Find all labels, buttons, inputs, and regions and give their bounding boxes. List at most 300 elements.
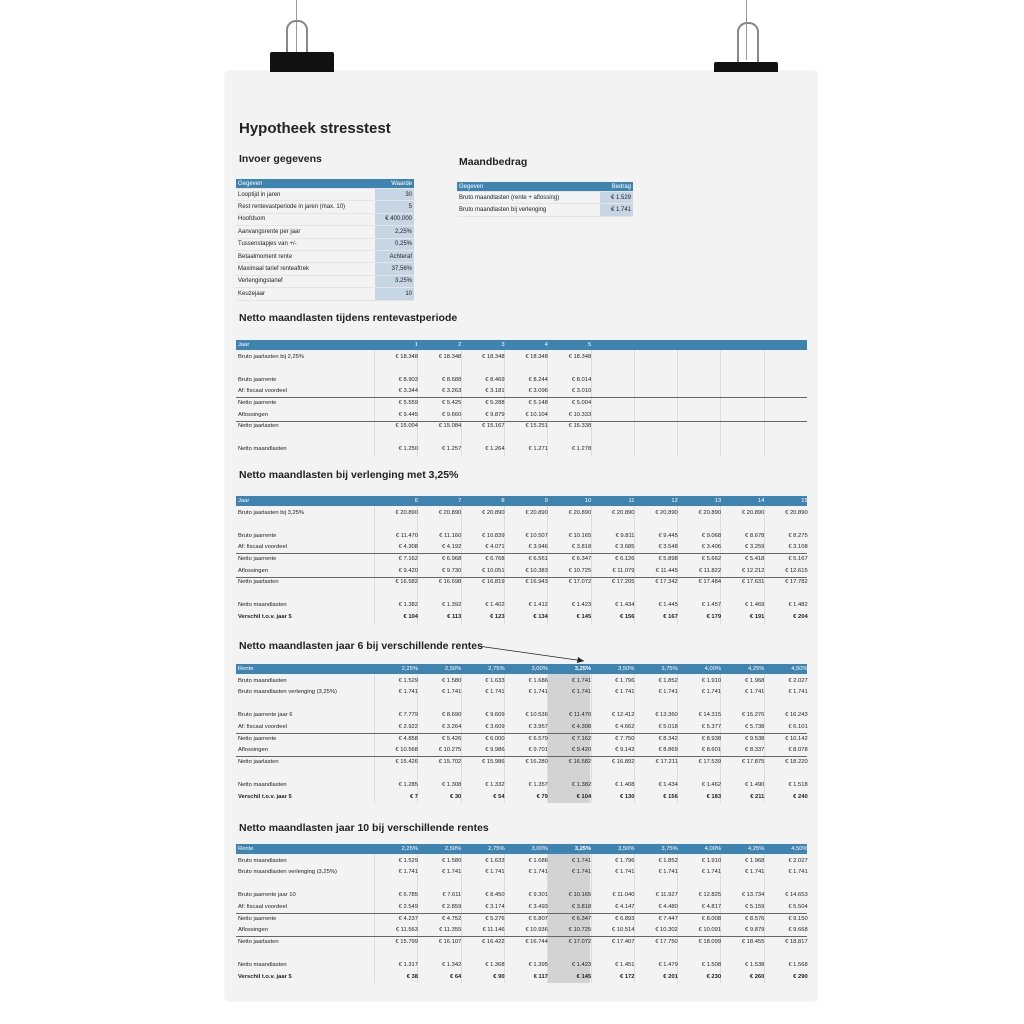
table2-cell: € 6.126 xyxy=(615,556,635,562)
table4-header-cell: 4,50% xyxy=(791,846,808,852)
table4-row-label: Bruto maandlasten verlenging (3,25%) xyxy=(238,869,337,876)
inputs-row-value: Achteraf xyxy=(375,250,414,262)
table3-cell: € 30 xyxy=(450,793,462,800)
table3-cell: € 9.701 xyxy=(528,747,548,754)
table2-row-label: Netto maandlasten xyxy=(238,602,287,609)
table2-cell: € 7.162 xyxy=(398,556,418,562)
table3-cell: € 1.741 xyxy=(788,689,808,696)
table4-header-cell: 3,50% xyxy=(618,846,635,852)
inputs-row-value: 2,25% xyxy=(375,226,414,238)
table4-cell: € 11.146 xyxy=(482,927,505,934)
table1-row-label: Netto jaarrente xyxy=(238,400,277,406)
table4-cell: € 5.807 xyxy=(528,915,548,922)
table2-row-label: Netto jaarrente xyxy=(238,556,277,562)
table4-cell: € 15.799 xyxy=(395,938,418,945)
page-title: Hypotheek stresstest xyxy=(239,120,391,137)
table3-header-cell: 2,25% xyxy=(401,666,418,672)
table2-cell: € 1.469 xyxy=(745,602,765,609)
table3-cell: € 7.779 xyxy=(398,712,418,719)
table3-header-cell: 3,50% xyxy=(618,666,635,672)
table3-cell: € 13.360 xyxy=(655,712,678,719)
table3-cell: € 104 xyxy=(576,793,592,800)
inputs-header-value: Waarde xyxy=(375,179,414,189)
table1-cell: € 15.167 xyxy=(482,423,505,430)
table4-cell: € 145 xyxy=(576,973,592,980)
table3-cell: € 1.382 xyxy=(571,782,592,788)
table4-cell: € 1.508 xyxy=(701,962,722,968)
table3-cell: € 9.420 xyxy=(571,747,592,754)
inputs-row-label: Hoofdsom xyxy=(236,213,375,225)
table3-cell: € 7.162 xyxy=(571,735,592,742)
table3-cell: € 6.579 xyxy=(528,735,548,742)
table3-row-label: Bruto maandlasten verlenging (3,25%) xyxy=(238,689,337,696)
table3-cell: € 1.741 xyxy=(441,689,462,696)
table4-cell: € 9.668 xyxy=(788,927,808,934)
table1-cell: € 8.688 xyxy=(441,376,462,383)
table1-cell: € 10.104 xyxy=(525,411,548,418)
table3-cell: € 1.741 xyxy=(571,677,592,684)
table3-cell: € 1.633 xyxy=(485,677,505,684)
table4-cell: € 13.734 xyxy=(741,892,765,899)
table1-header-cell: 2 xyxy=(458,342,462,348)
table3-cell: € 15.986 xyxy=(482,758,505,765)
table2-cell: € 6.768 xyxy=(485,556,505,562)
table3-cell: € 1.408 xyxy=(615,782,635,788)
table2-cell: € 3.259 xyxy=(745,544,765,551)
table3-cell: € 1.741 xyxy=(615,689,635,696)
inputs-header-label: Gegeven xyxy=(236,179,375,189)
table1-cell: € 5.559 xyxy=(398,400,418,406)
table2-cell: € 3.406 xyxy=(701,544,722,551)
table1-cell: € 10.333 xyxy=(568,411,592,418)
monthly-heading: Maandbedrag xyxy=(459,156,528,168)
table4-cell: € 1.368 xyxy=(485,962,505,968)
table4-cell: € 7.447 xyxy=(658,915,678,922)
table4-cell: € 1.910 xyxy=(701,857,722,864)
table4-cell: € 1.568 xyxy=(788,962,808,968)
table2-cell: € 1.434 xyxy=(615,602,635,609)
table4-cell: € 1.741 xyxy=(485,869,505,876)
table4-row-label: Aflossingen xyxy=(238,927,268,934)
table3-row-label: Bruto maandlasten xyxy=(238,677,287,684)
table3-cell: € 1.741 xyxy=(485,689,505,696)
table2-header-cell: 7 xyxy=(458,498,462,504)
table4-header-cell: 3,25% xyxy=(574,846,592,852)
table4-row-label: Netto jaarrente xyxy=(238,915,277,922)
table4-cell: € 16.744 xyxy=(525,938,548,945)
table2-cell: € 16.819 xyxy=(482,579,505,586)
table4-cell: € 1.741 xyxy=(788,869,808,876)
table2-header-cell: 13 xyxy=(714,498,722,504)
table2-cell: € 11.470 xyxy=(395,532,418,539)
table1-cell: € 9.660 xyxy=(441,411,462,418)
table3-cell: € 17.539 xyxy=(698,758,722,765)
table4-cell: € 10.725 xyxy=(568,927,592,934)
table2-cell: € 20.890 xyxy=(438,509,462,516)
table3-cell: € 1.490 xyxy=(745,782,765,788)
table3-cell: € 54 xyxy=(493,793,505,800)
table2-cell: € 10.839 xyxy=(482,532,505,539)
table4-cell: € 6.347 xyxy=(571,915,592,922)
monthly-header-value: Bedrag xyxy=(600,182,633,192)
inputs-row-label: Maximaal tarief renteaftrek xyxy=(236,263,375,275)
table4-cell: € 17.407 xyxy=(611,938,635,945)
table4-cell: € 18.817 xyxy=(785,938,808,945)
table2-cell: € 9.445 xyxy=(658,532,678,539)
table4-cell: € 1.741 xyxy=(398,869,418,876)
table2-header-cell: 6 xyxy=(414,498,418,504)
table4-cell: € 11.927 xyxy=(655,892,678,899)
table3-row-label: Netto maandlasten xyxy=(238,782,287,788)
table2-cell: € 4.308 xyxy=(398,544,418,551)
table4-cell: € 14.653 xyxy=(785,892,808,899)
table3-row-label: Bruto jaarrente jaar 6 xyxy=(238,712,293,719)
table2-cell: € 11.822 xyxy=(698,567,722,574)
table3-header-cell: 2,50% xyxy=(444,666,462,672)
table3-header-cell: 3,25% xyxy=(574,666,592,672)
table4-cell: € 1.342 xyxy=(441,962,462,968)
table4-cell: € 1.633 xyxy=(485,857,505,864)
table4-cell: € 1.529 xyxy=(398,857,418,864)
table3-cell: € 8.869 xyxy=(658,747,678,754)
table2-header-label: Jaar xyxy=(238,498,250,504)
table2-cell: € 104 xyxy=(403,614,418,620)
inputs-row-label: Rest rentevastperiode in jaren (max. 10) xyxy=(236,201,375,213)
table3-header-cell: 4,50% xyxy=(791,666,808,672)
inputs-row-label: Looptijd in jaren xyxy=(236,189,375,201)
table3-title: Netto maandlasten jaar 6 bij verschillende rentes xyxy=(239,640,483,652)
table1-cell: € 5.425 xyxy=(441,400,462,406)
table3-cell: € 1.741 xyxy=(701,689,722,696)
table2-row-label: Af: fiscaal voordeel xyxy=(238,544,287,551)
table4-cell: € 5.504 xyxy=(788,904,808,910)
table2-row-label: Verschil t.o.v. jaar 5 xyxy=(238,614,292,620)
table4-cell: € 1.796 xyxy=(615,857,635,864)
table2-cell: € 20.890 xyxy=(482,509,505,516)
table4-cell: € 1.580 xyxy=(441,857,462,864)
table2-cell: € 17.342 xyxy=(655,579,678,586)
table3-cell: € 1.741 xyxy=(398,689,418,696)
table4-header-cell: 3,00% xyxy=(531,846,548,852)
table2-cell: € 10.165 xyxy=(568,532,592,539)
table4-cell: € 1.317 xyxy=(398,962,418,968)
table4-cell: € 3.818 xyxy=(571,904,592,910)
table4-cell: € 6.785 xyxy=(398,892,418,899)
inputs-row-value: 0,25% xyxy=(375,238,414,250)
table4-cell: € 38 xyxy=(406,973,418,980)
table2-cell: € 6.561 xyxy=(528,556,548,562)
table4-header-cell: 3,75% xyxy=(661,846,678,852)
monthly-row-value: € 1.741 xyxy=(600,204,633,216)
table2-cell: € 1.382 xyxy=(398,602,418,609)
table1-cell: € 5.288 xyxy=(485,400,505,406)
table2-cell: € 17.631 xyxy=(741,579,765,586)
table3-cell: € 5.377 xyxy=(701,724,722,730)
monthly-row-value: € 1.529 xyxy=(600,192,633,204)
table3-cell: € 183 xyxy=(706,793,722,800)
table1-cell: € 15.251 xyxy=(525,423,548,430)
table1-cell: € 5.148 xyxy=(528,400,548,406)
table4-cell: € 17.750 xyxy=(655,938,678,945)
table2-cell: € 204 xyxy=(793,614,808,620)
table1-cell: € 1.264 xyxy=(485,446,505,453)
table3-cell: € 1.357 xyxy=(528,782,548,788)
table2-cell: € 20.890 xyxy=(395,509,418,516)
table4-cell: € 172 xyxy=(619,973,635,980)
table3-cell: € 1.968 xyxy=(745,677,765,684)
table4-cell: € 1.741 xyxy=(528,869,548,876)
table4-cell: € 18.455 xyxy=(741,938,765,945)
table2-cell: € 17.205 xyxy=(611,579,635,586)
table4-row-label: Bruto maandlasten xyxy=(238,857,287,864)
table2-cell: € 20.890 xyxy=(568,509,592,516)
table1-title: Netto maandlasten tijdens rentevastperiode xyxy=(239,312,458,324)
table4-cell: € 5.276 xyxy=(485,915,505,922)
table2-cell: € 156 xyxy=(619,614,635,620)
table2-cell: € 1.457 xyxy=(701,602,722,609)
inputs-row-value: € 400.000 xyxy=(375,213,414,225)
table3-cell: € 240 xyxy=(793,793,808,800)
table3-cell: € 1.741 xyxy=(745,689,765,696)
table3-cell: € 17.211 xyxy=(655,758,678,765)
table2-cell: € 20.890 xyxy=(611,509,635,516)
table1-cell: € 15.084 xyxy=(438,423,462,430)
table3-cell: € 1.686 xyxy=(528,677,548,684)
table2-header-cell: 10 xyxy=(584,498,592,504)
table4-cell: € 10.514 xyxy=(611,927,635,934)
table4-cell: € 1.479 xyxy=(658,962,678,968)
table4-cell: € 10.165 xyxy=(568,892,592,899)
input-heading: Invoer gegevens xyxy=(239,153,322,165)
table2-cell: € 3.685 xyxy=(615,544,635,551)
table2-cell: € 8.678 xyxy=(745,532,765,539)
table2-cell: € 3.818 xyxy=(571,544,592,551)
table4-row-label: Af: fiscaal voordeel xyxy=(238,904,287,910)
table1-cell: € 3.010 xyxy=(571,388,592,395)
table3-cell: € 9.986 xyxy=(485,747,505,754)
table1-header-cell: 1 xyxy=(414,342,418,348)
table4-cell: € 1.395 xyxy=(528,962,548,968)
table4-cell: € 1.741 xyxy=(701,869,722,876)
table2-cell: € 6.968 xyxy=(441,556,462,562)
table3-cell: € 14.315 xyxy=(698,712,722,719)
table2-cell: € 123 xyxy=(490,614,505,620)
table2-cell: € 10.725 xyxy=(568,567,592,574)
table3-row-label: Netto jaarrente xyxy=(238,735,277,742)
table3-cell: € 9.142 xyxy=(615,747,635,754)
table1-cell: € 8.244 xyxy=(528,376,548,383)
table2-cell: € 20.890 xyxy=(525,509,548,516)
table4-cell: € 201 xyxy=(663,973,678,980)
table2-cell: € 5.898 xyxy=(658,556,678,562)
table2-cell: € 6.347 xyxy=(571,556,592,562)
table4-cell: € 8.576 xyxy=(745,915,765,922)
table2-cell: € 1.392 xyxy=(441,602,462,609)
table2-cell: € 16.943 xyxy=(525,579,548,586)
table4-cell: € 4.237 xyxy=(398,915,418,922)
table4-cell: € 1.741 xyxy=(745,869,765,876)
table3-cell: € 7.750 xyxy=(615,735,635,742)
table4-cell: € 3.174 xyxy=(485,904,505,910)
table1-cell: € 18.348 xyxy=(568,353,592,360)
table2-cell: € 8.275 xyxy=(788,532,808,539)
table4-cell: € 290 xyxy=(793,973,808,980)
inputs-row-value: 5 xyxy=(375,201,414,213)
table4-cell: € 11.355 xyxy=(439,927,462,934)
table3-cell: € 16.280 xyxy=(525,758,548,765)
table3-cell: € 1.434 xyxy=(658,782,678,788)
table2-cell: € 20.890 xyxy=(698,509,722,516)
table4-header-cell: 2,50% xyxy=(444,846,462,852)
table2-cell: € 3.946 xyxy=(528,544,548,551)
table1-cell: € 18.348 xyxy=(438,353,462,360)
table3-cell: € 4.858 xyxy=(398,735,418,742)
table4-row-label: Verschil t.o.v. jaar 5 xyxy=(238,973,292,980)
inputs-row-label: Keuzejaar xyxy=(236,288,375,300)
table3-row-label: Aflossingen xyxy=(238,747,268,754)
table1-cell: € 3.096 xyxy=(528,388,548,395)
table4-cell: € 260 xyxy=(749,973,765,980)
table2-cell: € 3.548 xyxy=(658,544,678,551)
table3-cell: € 6.101 xyxy=(788,724,808,730)
table4-cell: € 4.817 xyxy=(701,904,722,910)
table4-header-cell: 2,25% xyxy=(401,846,418,852)
table4-cell: € 1.741 xyxy=(571,857,592,864)
table4-cell: € 3.493 xyxy=(528,904,548,910)
table2-cell: € 9.068 xyxy=(701,532,722,539)
table2-cell: € 113 xyxy=(447,614,462,620)
table3-cell: € 16.582 xyxy=(568,758,592,765)
table1-cell: € 5.004 xyxy=(571,400,592,406)
table1-cell: € 15.338 xyxy=(568,423,592,430)
table2-cell: € 11.079 xyxy=(612,567,635,574)
table2-cell: € 191 xyxy=(749,614,765,620)
table3-cell: € 3.264 xyxy=(441,724,462,730)
table2-cell: € 20.890 xyxy=(741,509,765,516)
table2-cell: € 9.811 xyxy=(615,532,635,539)
table1-row-label: Netto maandlasten xyxy=(238,446,287,453)
table1-header-cell: 3 xyxy=(501,342,505,348)
table1-cell: € 18.348 xyxy=(395,353,418,360)
table3-cell: € 10.536 xyxy=(525,712,548,719)
table2-cell: € 1.402 xyxy=(485,602,505,609)
table4-cell: € 1.968 xyxy=(745,857,765,864)
table3-header-cell: 3,75% xyxy=(661,666,678,672)
table4-cell: € 4.480 xyxy=(658,904,678,910)
table3-cell: € 12.412 xyxy=(611,712,635,719)
table2-cell: € 4.071 xyxy=(485,544,505,551)
table2-cell: € 4.192 xyxy=(441,544,462,551)
table3-cell: € 5.018 xyxy=(658,724,678,730)
table4-cell: € 230 xyxy=(706,973,722,980)
table3-cell: € 18.220 xyxy=(785,758,808,765)
table3-cell: € 211 xyxy=(750,793,765,800)
table4-cell: € 9.301 xyxy=(528,892,548,899)
table4-cell: € 16.107 xyxy=(438,938,462,945)
table3-cell: € 1.285 xyxy=(398,782,418,788)
table2-cell: € 145 xyxy=(576,614,592,620)
table4-cell: € 1.741 xyxy=(441,869,462,876)
table4-cell: € 2.027 xyxy=(788,857,808,864)
table1-cell: € 9.879 xyxy=(485,411,505,418)
table4-cell: € 8.450 xyxy=(485,892,505,899)
table4-cell: € 9.879 xyxy=(745,927,765,934)
table4-cell: € 10.936 xyxy=(525,927,548,934)
table1-row-label: Netto jaarlasten xyxy=(238,423,279,430)
table1-row-label: Aflossingen xyxy=(238,411,268,418)
table3-cell: € 5.426 xyxy=(441,735,462,742)
table1-cell: € 8.469 xyxy=(485,376,505,383)
table3-cell: € 1.741 xyxy=(528,689,548,696)
table4-cell: € 10.091 xyxy=(698,927,722,934)
table3-cell: € 5.738 xyxy=(745,724,765,730)
table4-cell: € 8.008 xyxy=(701,915,722,922)
table2-cell: € 16.698 xyxy=(438,579,462,586)
table3-cell: € 4.662 xyxy=(615,724,635,730)
table3-cell: € 10.568 xyxy=(395,747,418,754)
table1-cell: € 15.004 xyxy=(395,423,418,430)
table4-cell: € 12.825 xyxy=(698,892,722,899)
table3-row-label: Netto jaarlasten xyxy=(238,758,279,765)
table1-cell: € 9.445 xyxy=(398,411,418,418)
table3-header-cell: 2,75% xyxy=(488,666,505,672)
table3-cell: € 9.609 xyxy=(485,712,505,719)
table4-cell: € 2.859 xyxy=(441,904,462,910)
table3-cell: € 1.529 xyxy=(398,677,418,684)
table2-cell: € 167 xyxy=(663,614,678,620)
table2-cell: € 1.482 xyxy=(788,602,808,609)
table2-cell: € 1.423 xyxy=(571,602,592,609)
table4-cell: € 64 xyxy=(450,973,462,980)
table4-cell: € 5.159 xyxy=(745,904,765,910)
table2-title: Netto maandlasten bij verlenging met 3,25% xyxy=(239,469,459,481)
table4-cell: € 1.423 xyxy=(571,962,592,968)
table4-cell: € 4.147 xyxy=(615,904,635,910)
inputs-row-value: 10 xyxy=(375,288,414,300)
table3-cell: € 9.538 xyxy=(745,735,765,742)
table3-header-cell: 4,00% xyxy=(704,666,722,672)
table2-cell: € 12.615 xyxy=(785,567,808,574)
table3-cell: € 7 xyxy=(409,793,418,800)
table2-row-label: Bruto jaarlasten bij 3,25% xyxy=(238,509,305,516)
table3-header-cell: 4,25% xyxy=(747,666,765,672)
table3-cell: € 1.910 xyxy=(701,677,722,684)
table1-row-label: Af: fiscaal voordeel xyxy=(238,388,287,395)
table4-cell: € 16.422 xyxy=(482,938,505,945)
table3-header-label: Rente xyxy=(238,666,254,672)
table2-header-cell: 12 xyxy=(671,498,678,504)
table2-cell: € 179 xyxy=(706,614,722,620)
table3-cell: € 156 xyxy=(663,793,678,800)
table4-row-label: Netto jaarlasten xyxy=(238,938,279,945)
table2-cell: € 5.662 xyxy=(701,556,722,562)
table2-cell: € 9.730 xyxy=(441,567,462,574)
table4-cell: € 117 xyxy=(533,973,548,980)
table2-cell: € 10.051 xyxy=(482,567,505,574)
table1-cell: € 1.257 xyxy=(441,446,462,453)
table2-cell: € 10.507 xyxy=(525,532,548,539)
table3-cell: € 15.426 xyxy=(395,758,418,765)
table2-header-cell: 8 xyxy=(501,498,505,504)
table2-cell: € 5.418 xyxy=(745,556,765,562)
table4-cell: € 9.150 xyxy=(788,915,808,922)
table2-cell: € 12.212 xyxy=(741,567,765,574)
table4-cell: € 6.893 xyxy=(615,915,635,922)
table3-cell: € 6.000 xyxy=(485,735,505,742)
table1-cell: € 1.271 xyxy=(528,446,548,453)
table4-cell: € 2.549 xyxy=(398,904,418,910)
table1-header-cell: 5 xyxy=(587,342,592,348)
